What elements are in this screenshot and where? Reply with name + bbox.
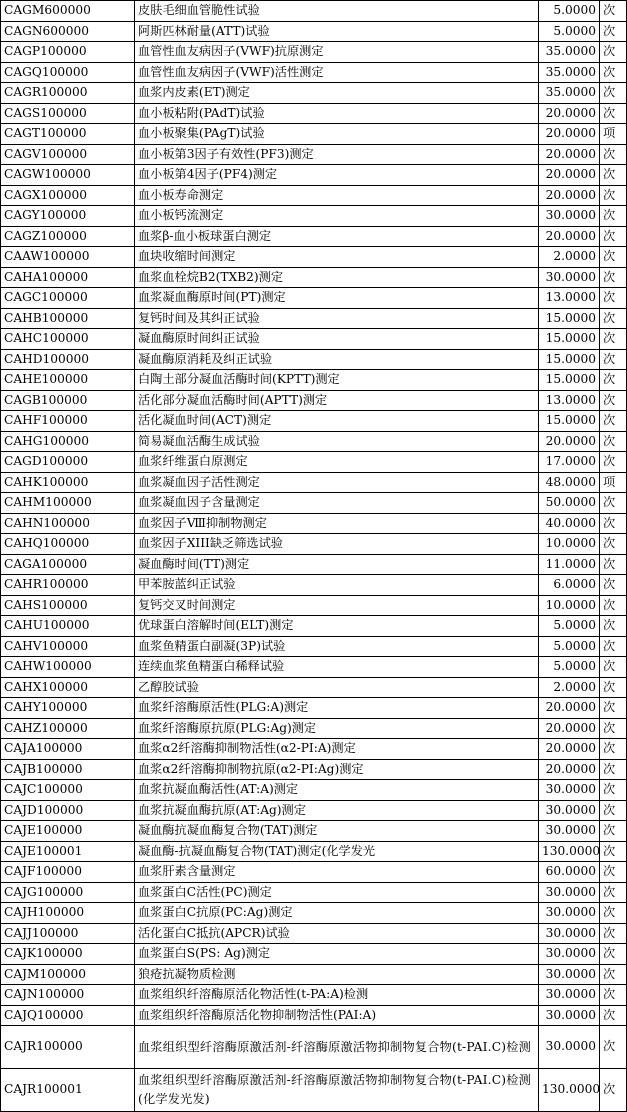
item-name-cell: 血浆凝血因子活性测定 — [135, 472, 539, 493]
item-name-cell: 白陶土部分凝血活酶时间(KPTT)测定 — [135, 370, 539, 391]
table-row — [1, 780, 627, 801]
item-code-cell: CAJB100000 — [1, 759, 135, 780]
item-code-cell: CAJR100001 — [1, 1069, 135, 1112]
item-name-cell: 血小板第4因子(PF4)测定 — [135, 165, 539, 186]
item-code-cell: CAHC100000 — [1, 329, 135, 350]
item-unit-cell: 次 — [600, 534, 627, 555]
item-name-cell: 凝血酶原时间纠正试验 — [135, 329, 539, 350]
item-name-cell: 血小板钙流测定 — [135, 206, 539, 227]
item-name-cell: 甲苯胺蓝纠正试验 — [135, 575, 539, 596]
item-price-cell: 15.0000 — [539, 349, 600, 370]
item-name-cell: 血管性血友病因子(VWF)活性测定 — [135, 62, 539, 83]
item-price-cell: 5.0000 — [539, 636, 600, 657]
item-unit-cell: 次 — [600, 800, 627, 821]
item-price-cell: 30.0000 — [539, 882, 600, 903]
table-row — [1, 1069, 627, 1112]
table-row — [1, 370, 627, 391]
item-code-cell: CAHS100000 — [1, 595, 135, 616]
item-unit-cell: 次 — [600, 493, 627, 514]
item-price-cell: 20.0000 — [539, 698, 600, 719]
item-unit-cell: 次 — [600, 370, 627, 391]
table-row — [1, 759, 627, 780]
item-unit-cell: 次 — [600, 267, 627, 288]
item-unit-cell: 次 — [600, 329, 627, 350]
item-price-cell: 30.0000 — [539, 821, 600, 842]
item-unit-cell: 项 — [600, 472, 627, 493]
item-price-cell: 20.0000 — [539, 431, 600, 452]
item-price-cell: 30.0000 — [539, 267, 600, 288]
item-unit-cell: 次 — [600, 759, 627, 780]
item-name-cell: 血块收缩时间测定 — [135, 247, 539, 268]
item-code-cell: CAHQ100000 — [1, 534, 135, 555]
item-code-cell: CAAW100000 — [1, 247, 135, 268]
item-code-cell: CAHD100000 — [1, 349, 135, 370]
table-row — [1, 554, 627, 575]
item-price-cell: 5.0000 — [539, 1, 600, 22]
item-price-cell: 48.0000 — [539, 472, 600, 493]
item-price-cell: 2.0000 — [539, 247, 600, 268]
item-name-cell: 血浆纤溶酶原活性(PLG:A)测定 — [135, 698, 539, 719]
item-unit-cell: 次 — [600, 42, 627, 63]
item-unit-cell: 次 — [600, 554, 627, 575]
table-row — [1, 903, 627, 924]
item-code-cell: CAHY100000 — [1, 698, 135, 719]
item-unit-cell: 次 — [600, 657, 627, 678]
item-name-cell: 血浆因子Ⅷ抑制物测定 — [135, 513, 539, 534]
item-unit-cell: 次 — [600, 431, 627, 452]
item-code-cell: CAGW100000 — [1, 165, 135, 186]
table-row — [1, 390, 627, 411]
item-unit-cell: 次 — [600, 83, 627, 104]
item-unit-cell: 次 — [600, 103, 627, 124]
item-name-cell: 血浆组织纤溶酶原活化物活性(t-PA:A)检测 — [135, 985, 539, 1006]
item-code-cell: CAJH100000 — [1, 903, 135, 924]
table-row — [1, 923, 627, 944]
item-name-cell: 血浆组织型纤溶酶原激活剂-纤溶酶原激活物抑制物复合物(t-PAI.C)检测(化学发光发) — [135, 1069, 539, 1112]
item-price-cell: 50.0000 — [539, 493, 600, 514]
item-name-cell: 血小板第3因子有效性(PF3)测定 — [135, 144, 539, 165]
item-unit-cell: 次 — [600, 1069, 627, 1112]
item-code-cell: CAHW100000 — [1, 657, 135, 678]
table-row — [1, 124, 627, 145]
item-unit-cell: 次 — [600, 780, 627, 801]
item-code-cell: CAGM600000 — [1, 1, 135, 22]
table-row — [1, 144, 627, 165]
item-name-cell: 凝血酶-抗凝血酶复合物(TAT)测定(化学发光 — [135, 841, 539, 862]
table-row — [1, 103, 627, 124]
item-price-cell: 20.0000 — [539, 759, 600, 780]
item-unit-cell: 次 — [600, 595, 627, 616]
table-row — [1, 1005, 627, 1026]
item-name-cell: 血浆纤溶酶原抗原(PLG:Ag)测定 — [135, 718, 539, 739]
item-price-cell: 35.0000 — [539, 83, 600, 104]
item-code-cell: CAGP100000 — [1, 42, 135, 63]
item-unit-cell: 次 — [600, 821, 627, 842]
item-code-cell: CAGA100000 — [1, 554, 135, 575]
item-code-cell: CAGS100000 — [1, 103, 135, 124]
item-code-cell: CAGR100000 — [1, 83, 135, 104]
item-name-cell: 复钙交叉时间测定 — [135, 595, 539, 616]
table-row — [1, 185, 627, 206]
item-price-cell: 15.0000 — [539, 370, 600, 391]
item-unit-cell: 次 — [600, 21, 627, 42]
item-name-cell: 凝血酶原消耗及纠正试验 — [135, 349, 539, 370]
item-code-cell: CAJF100000 — [1, 862, 135, 883]
item-unit-cell: 次 — [600, 165, 627, 186]
item-name-cell: 连续血浆鱼精蛋白稀释试验 — [135, 657, 539, 678]
item-name-cell: 血浆蛋白C抗原(PC:Ag)测定 — [135, 903, 539, 924]
item-code-cell: CAHM100000 — [1, 493, 135, 514]
item-name-cell: 活化部分凝血活酶时间(APTT)测定 — [135, 390, 539, 411]
item-code-cell: CAHB100000 — [1, 308, 135, 329]
table-row — [1, 657, 627, 678]
table-row — [1, 247, 627, 268]
item-price-cell: 30.0000 — [539, 903, 600, 924]
item-code-cell: CAHV100000 — [1, 636, 135, 657]
item-unit-cell: 次 — [600, 718, 627, 739]
table-row — [1, 62, 627, 83]
item-name-cell: 血浆抗凝血酶抗原(AT:Ag)测定 — [135, 800, 539, 821]
item-code-cell: CAGV100000 — [1, 144, 135, 165]
item-code-cell: CAHZ100000 — [1, 718, 135, 739]
item-price-cell: 20.0000 — [539, 226, 600, 247]
item-name-cell: 血小板粘附(PAdT)试验 — [135, 103, 539, 124]
item-price-cell: 20.0000 — [539, 739, 600, 760]
item-price-cell: 30.0000 — [539, 944, 600, 965]
item-price-cell: 13.0000 — [539, 288, 600, 309]
item-name-cell: 血小板寿命测定 — [135, 185, 539, 206]
item-name-cell: 血浆蛋白S(PS: Ag)测定 — [135, 944, 539, 965]
item-code-cell: CAJE100001 — [1, 841, 135, 862]
item-price-cell: 5.0000 — [539, 21, 600, 42]
item-price-cell: 15.0000 — [539, 329, 600, 350]
table-row — [1, 513, 627, 534]
table-row — [1, 698, 627, 719]
item-unit-cell: 次 — [600, 349, 627, 370]
item-unit-cell: 次 — [600, 841, 627, 862]
item-name-cell: 血浆纤维蛋白原测定 — [135, 452, 539, 473]
item-price-cell: 20.0000 — [539, 165, 600, 186]
item-code-cell: CAJA100000 — [1, 739, 135, 760]
item-unit-cell: 次 — [600, 882, 627, 903]
item-price-cell: 10.0000 — [539, 534, 600, 555]
item-name-cell: 狼疮抗凝物质检测 — [135, 964, 539, 985]
item-code-cell: CAGY100000 — [1, 206, 135, 227]
item-name-cell: 血浆组织型纤溶酶原激活剂-纤溶酶原激活物抑制物复合物(t-PAI.C)检测 — [135, 1026, 539, 1069]
item-unit-cell: 次 — [600, 411, 627, 432]
item-price-cell: 20.0000 — [539, 103, 600, 124]
item-unit-cell: 次 — [600, 390, 627, 411]
item-code-cell: CAHG100000 — [1, 431, 135, 452]
item-price-cell: 15.0000 — [539, 411, 600, 432]
item-name-cell: 血浆α2纤溶酶抑制物活性(α2-PI:A)测定 — [135, 739, 539, 760]
item-name-cell: 血浆肝素含量测定 — [135, 862, 539, 883]
item-name-cell: 血浆因子XIII缺乏筛选试验 — [135, 534, 539, 555]
item-name-cell: 血浆凝血酶原时间(PT)测定 — [135, 288, 539, 309]
item-code-cell: CAHK100000 — [1, 472, 135, 493]
item-code-cell: CAHR100000 — [1, 575, 135, 596]
item-code-cell: CAGD100000 — [1, 452, 135, 473]
table-row — [1, 575, 627, 596]
item-price-cell: 30.0000 — [539, 1026, 600, 1069]
item-code-cell: CAHN100000 — [1, 513, 135, 534]
item-price-cell: 30.0000 — [539, 206, 600, 227]
table-row — [1, 493, 627, 514]
item-unit-cell: 次 — [600, 288, 627, 309]
item-name-cell: 血小板聚集(PAgT)试验 — [135, 124, 539, 145]
item-unit-cell: 次 — [600, 1, 627, 22]
item-unit-cell: 次 — [600, 944, 627, 965]
item-code-cell: CAJK100000 — [1, 944, 135, 965]
item-name-cell: 乙醇胶试验 — [135, 677, 539, 698]
item-unit-cell: 次 — [600, 1005, 627, 1026]
item-code-cell: CAGN600000 — [1, 21, 135, 42]
table-row — [1, 267, 627, 288]
item-code-cell: CAGQ100000 — [1, 62, 135, 83]
item-price-cell: 11.0000 — [539, 554, 600, 575]
item-price-cell: 35.0000 — [539, 62, 600, 83]
table-row — [1, 21, 627, 42]
table-row — [1, 329, 627, 350]
item-unit-cell: 次 — [600, 247, 627, 268]
table-row — [1, 83, 627, 104]
item-name-cell: 血浆组织纤溶酶原活化物抑制物活性(PAI:A) — [135, 1005, 539, 1026]
item-name-cell: 活化蛋白C抵抗(APCR)试验 — [135, 923, 539, 944]
item-price-cell: 5.0000 — [539, 657, 600, 678]
item-name-cell: 血浆血栓烷B2(TXB2)测定 — [135, 267, 539, 288]
table-row — [1, 964, 627, 985]
item-code-cell: CAJE100000 — [1, 821, 135, 842]
table-row — [1, 1, 627, 22]
item-unit-cell: 次 — [600, 739, 627, 760]
table-row — [1, 206, 627, 227]
item-name-cell: 复钙时间及其纠正试验 — [135, 308, 539, 329]
item-unit-cell: 次 — [600, 636, 627, 657]
item-price-cell: 30.0000 — [539, 964, 600, 985]
item-code-cell: CAGC100000 — [1, 288, 135, 309]
item-price-cell: 30.0000 — [539, 780, 600, 801]
fee-table-body — [1, 1, 627, 1112]
item-unit-cell: 次 — [600, 308, 627, 329]
item-unit-cell: 次 — [600, 185, 627, 206]
item-price-cell: 15.0000 — [539, 308, 600, 329]
table-row — [1, 739, 627, 760]
item-unit-cell: 次 — [600, 575, 627, 596]
table-row — [1, 472, 627, 493]
item-name-cell: 血管性血友病因子(VWF)抗原测定 — [135, 42, 539, 63]
item-name-cell: 皮肤毛细血管脆性试验 — [135, 1, 539, 22]
item-code-cell: CAJN100000 — [1, 985, 135, 1006]
table-row — [1, 718, 627, 739]
table-row — [1, 165, 627, 186]
table-row — [1, 452, 627, 473]
item-price-cell: 10.0000 — [539, 595, 600, 616]
table-row — [1, 821, 627, 842]
item-price-cell: 60.0000 — [539, 862, 600, 883]
item-name-cell: 凝血酶时间(TT)测定 — [135, 554, 539, 575]
item-price-cell: 20.0000 — [539, 124, 600, 145]
item-price-cell: 20.0000 — [539, 718, 600, 739]
table-row — [1, 411, 627, 432]
table-row — [1, 595, 627, 616]
table-row — [1, 677, 627, 698]
table-row — [1, 862, 627, 883]
item-name-cell: 血浆蛋白C活性(PC)测定 — [135, 882, 539, 903]
item-code-cell: CAHA100000 — [1, 267, 135, 288]
table-row — [1, 534, 627, 555]
item-name-cell: 血浆α2纤溶酶抑制物抗原(α2-PI:Ag)测定 — [135, 759, 539, 780]
item-name-cell: 活化凝血时间(ACT)测定 — [135, 411, 539, 432]
item-price-cell: 30.0000 — [539, 1005, 600, 1026]
item-price-cell: 20.0000 — [539, 144, 600, 165]
item-name-cell: 血浆鱼精蛋白副凝(3P)试验 — [135, 636, 539, 657]
item-code-cell: CAGB100000 — [1, 390, 135, 411]
item-code-cell: CAJM100000 — [1, 964, 135, 985]
table-row — [1, 882, 627, 903]
item-price-cell: 6.0000 — [539, 575, 600, 596]
item-name-cell: 阿斯匹林耐量(ATT)试验 — [135, 21, 539, 42]
table-row — [1, 349, 627, 370]
item-unit-cell: 次 — [600, 206, 627, 227]
table-row — [1, 226, 627, 247]
table-row — [1, 42, 627, 63]
table-row — [1, 985, 627, 1006]
item-name-cell: 血浆凝血因子含量测定 — [135, 493, 539, 514]
item-name-cell: 凝血酶抗凝血酶复合物(TAT)测定 — [135, 821, 539, 842]
item-code-cell: CAJG100000 — [1, 882, 135, 903]
item-name-cell: 优球蛋白溶解时间(ELT)测定 — [135, 616, 539, 637]
item-price-cell: 30.0000 — [539, 985, 600, 1006]
item-unit-cell: 次 — [600, 903, 627, 924]
item-unit-cell: 项 — [600, 124, 627, 145]
item-code-cell: CAHU100000 — [1, 616, 135, 637]
item-unit-cell: 次 — [600, 226, 627, 247]
item-name-cell: 简易凝血活酶生成试验 — [135, 431, 539, 452]
item-code-cell: CAJQ100000 — [1, 1005, 135, 1026]
item-price-cell: 17.0000 — [539, 452, 600, 473]
table-row — [1, 288, 627, 309]
table-row — [1, 431, 627, 452]
item-code-cell: CAHX100000 — [1, 677, 135, 698]
item-unit-cell: 次 — [600, 964, 627, 985]
table-row — [1, 944, 627, 965]
item-unit-cell: 次 — [600, 616, 627, 637]
item-price-cell: 5.0000 — [539, 616, 600, 637]
item-unit-cell: 次 — [600, 923, 627, 944]
item-price-cell: 130.0000 — [539, 841, 600, 862]
item-unit-cell: 次 — [600, 452, 627, 473]
item-name-cell: 血浆内皮素(ET)测定 — [135, 83, 539, 104]
item-unit-cell: 次 — [600, 144, 627, 165]
item-unit-cell: 次 — [600, 862, 627, 883]
item-code-cell: CAJD100000 — [1, 800, 135, 821]
item-unit-cell: 次 — [600, 1026, 627, 1069]
item-code-cell: CAJJ100000 — [1, 923, 135, 944]
item-unit-cell: 次 — [600, 513, 627, 534]
item-code-cell: CAGZ100000 — [1, 226, 135, 247]
table-row — [1, 308, 627, 329]
item-code-cell: CAGT100000 — [1, 124, 135, 145]
item-price-cell: 40.0000 — [539, 513, 600, 534]
item-code-cell: CAHE100000 — [1, 370, 135, 391]
item-price-cell: 2.0000 — [539, 677, 600, 698]
table-row — [1, 841, 627, 862]
item-name-cell: 血浆β-血小板球蛋白测定 — [135, 226, 539, 247]
item-price-cell: 30.0000 — [539, 800, 600, 821]
table-row — [1, 636, 627, 657]
item-unit-cell: 次 — [600, 698, 627, 719]
item-unit-cell: 次 — [600, 677, 627, 698]
item-price-cell: 30.0000 — [539, 923, 600, 944]
item-code-cell: CAJC100000 — [1, 780, 135, 801]
item-price-cell: 20.0000 — [539, 185, 600, 206]
table-row — [1, 1026, 627, 1069]
item-code-cell: CAGX100000 — [1, 185, 135, 206]
item-unit-cell: 次 — [600, 62, 627, 83]
table-row — [1, 616, 627, 637]
item-price-cell: 130.0000 — [539, 1069, 600, 1112]
item-unit-cell: 次 — [600, 985, 627, 1006]
item-price-cell: 35.0000 — [539, 42, 600, 63]
item-code-cell: CAJR100000 — [1, 1026, 135, 1069]
item-price-cell: 13.0000 — [539, 390, 600, 411]
item-name-cell: 血浆抗凝血酶活性(AT:A)测定 — [135, 780, 539, 801]
item-code-cell: CAHF100000 — [1, 411, 135, 432]
table-row — [1, 800, 627, 821]
